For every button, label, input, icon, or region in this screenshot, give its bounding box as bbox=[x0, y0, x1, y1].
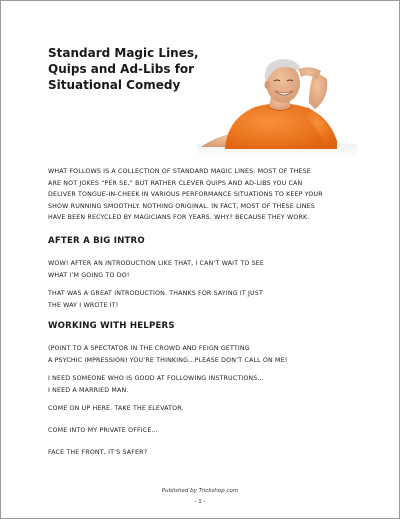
paragraph-line: COME INTO MY PRIVATE OFFICE… bbox=[48, 427, 158, 434]
intro-paragraph bbox=[48, 166, 368, 224]
paragraph-line: A PSYCHIC IMPRESSION) YOU’RE THINKING…PLEASE DON’T CALL ON ME! bbox=[48, 356, 288, 364]
intro-line: DELIVER TONGUE-IN-CHEEK IN VARIOUS PERFORMANCE SITUATIONS TO KEEP YOUR bbox=[48, 191, 323, 198]
paragraph bbox=[48, 288, 368, 311]
title-line-1: Standard Magic Lines, bbox=[48, 46, 199, 60]
paragraph bbox=[48, 403, 368, 415]
paragraph bbox=[48, 425, 368, 437]
title-line-2: Quips and Ad-Libs for bbox=[48, 62, 195, 76]
paragraph-line: (POINT TO A SPECTATOR IN THE CROWD AND FEIGN GETTING bbox=[48, 345, 250, 352]
paragraph-line: THAT WAS A GREAT INTRODUCTION. THANKS FOR SAYING IT JUST bbox=[48, 290, 263, 297]
paragraph-line: COME ON UP HERE. TAKE THE ELEVATOR. bbox=[48, 405, 184, 412]
page-number: - 1 - bbox=[194, 499, 206, 505]
section-heading-after-big-intro: AFTER A BIG INTRO bbox=[48, 236, 145, 246]
paragraph-line: I NEED A MARRIED MAN. bbox=[48, 386, 129, 394]
intro-line: ARE NOT JOKES “PER SE,” BUT RATHER CLEVER QUIPS AND AD-LIBS YOU CAN bbox=[48, 179, 303, 187]
magician-photo bbox=[197, 49, 357, 159]
paragraph bbox=[48, 343, 368, 366]
paragraph-line: FACE THE FRONT, IT’S SAFER? bbox=[48, 449, 148, 456]
paragraph-line: I NEED SOMEONE WHO IS GOOD AT FOLLOWING INSTRUCTIONS… bbox=[48, 375, 264, 382]
paragraph bbox=[48, 447, 368, 459]
paragraph-line: THE WAY I WROTE IT! bbox=[48, 301, 119, 309]
intro-line: HAVE BEEN RECYCLED BY MAGICIANS FOR YEARS. WHY? BECAUSE THEY WORK. bbox=[48, 214, 310, 221]
intro-line: SHOW RUNNING SMOOTHLY. NOTHING ORIGINAL. IN FACT, MOST OF THESE LINES bbox=[48, 202, 315, 210]
paragraph bbox=[48, 258, 368, 281]
paragraph bbox=[48, 373, 368, 396]
title-line-3: Situational Comedy bbox=[48, 78, 181, 92]
section-heading-working-with-helpers: WORKING WITH HELPERS bbox=[48, 321, 175, 331]
footer-page-number bbox=[1, 488, 399, 507]
publisher-credit: Published by Trickshop.com bbox=[161, 488, 239, 494]
paragraph-line: WHAT I’M GOING TO DO! bbox=[48, 271, 130, 279]
paragraph-line: WOW! AFTER AN INTRODUCTION LIKE THAT, I CAN’T WAIT TO SEE bbox=[48, 260, 264, 267]
intro-line: WHAT FOLLOWS IS A COLLECTION OF STANDARD MAGIC LINES. MOST OF THESE bbox=[48, 168, 311, 175]
